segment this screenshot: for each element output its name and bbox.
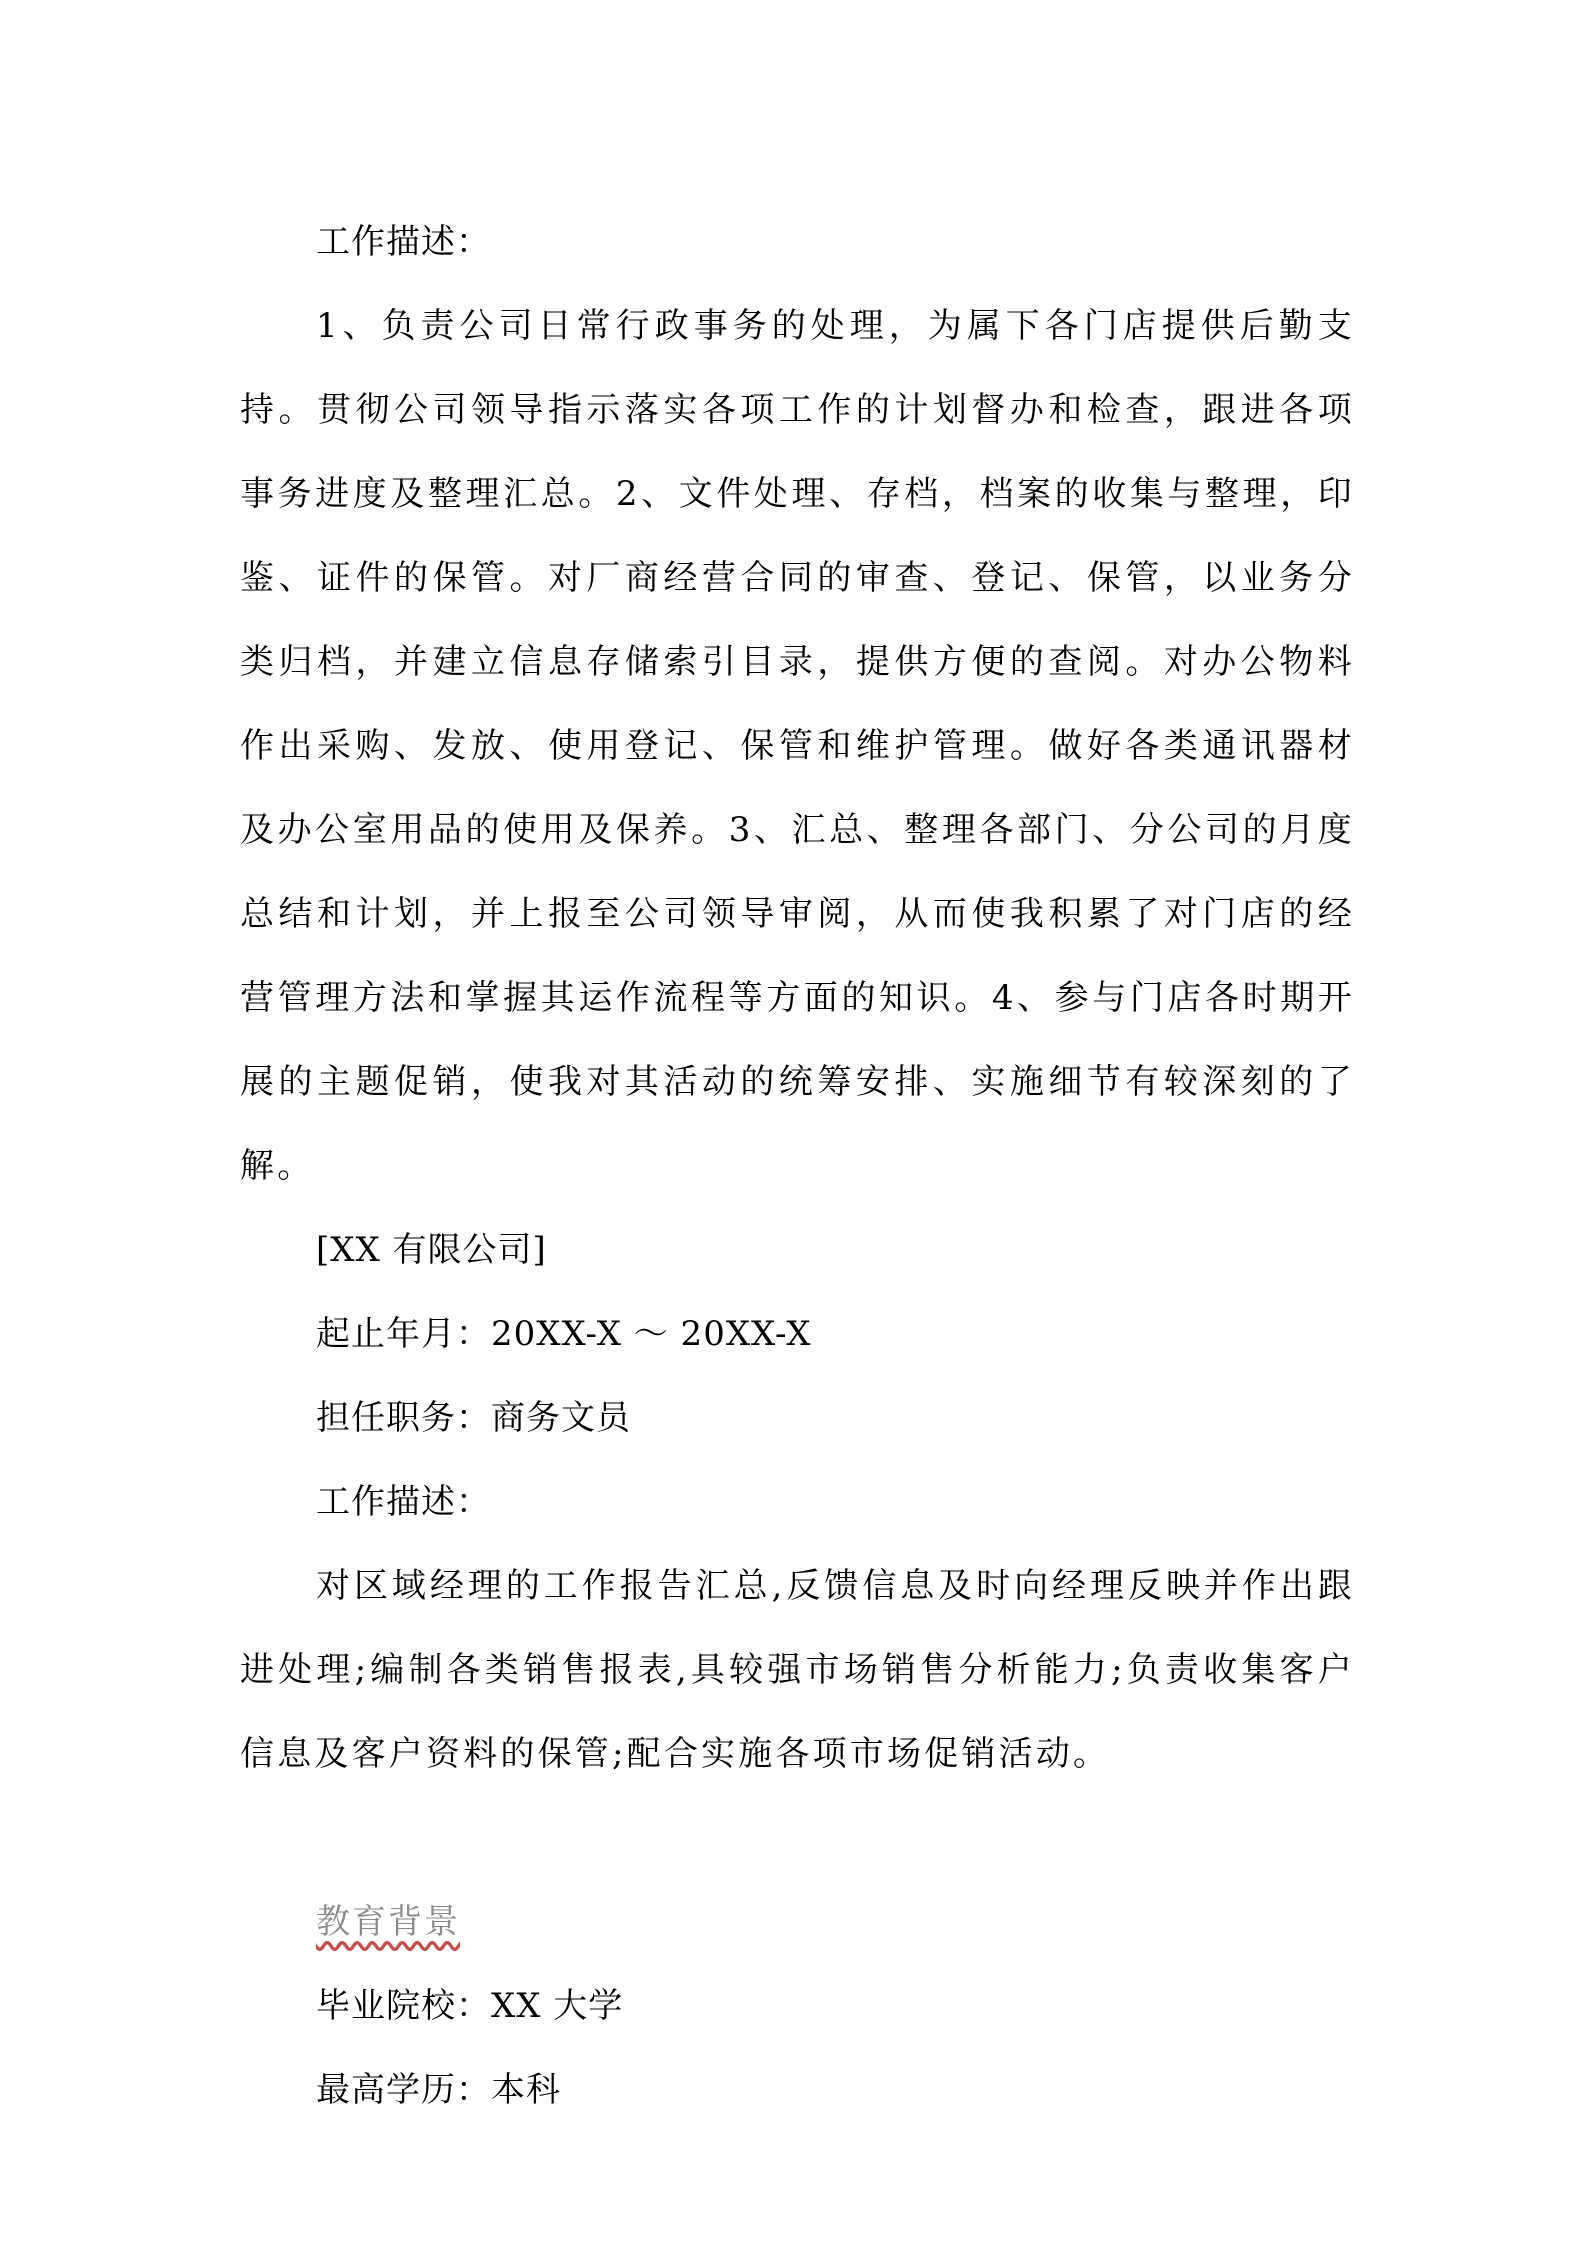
job2-period: 起止年月：20XX-X ～ 20XX-X: [316, 1314, 812, 1354]
job2-position: 担任职务：商务文员: [316, 1398, 631, 1438]
job1-desc-text: 1、负责公司日常行政事务的处理，为属下各门店提供后勤支持。贯彻公司领导指示落实各项工作的计划督办和检查，跟进各项事务进度及整理汇总。2、文件处理、存档，档案的收集与整理，印鉴、证件的保管。对厂商经营合同的审查、登记、保管，以业务分类归档，并建立信息存储索引目录，提供方便的查阅。对办公物料作出采购、发放、使用登记、保管和维护管理。做好各类通讯器材及办公室用品的使用及保养。3、汇总、整理各部门、分公司的月度总结和计划，并上报至公司领导审阅，从而使我积累了对门店的经营管理方法和掌握其运作流程等方面的知识。4、参与门店各时期开展的主题促销，使我对其活动的统筹安排、实施细节有较深刻的了解。: [240, 306, 1355, 1186]
education-degree: 最高学历：本科: [316, 2070, 561, 2110]
job2-desc-text: 对区域经理的工作报告汇总,反馈信息及时向经理反映并作出跟进处理;编制各类销售报表,具较强市场销售分析能力;负责收集客户信息及客户资料的保管;配合实施各项市场促销活动。: [240, 1566, 1355, 1774]
job2-desc-label: 工作描述：: [316, 1482, 491, 1522]
section-spacer: [240, 1796, 1355, 1880]
education-heading: 教育背景: [316, 1902, 460, 1942]
job1-desc-label: 工作描述：: [316, 222, 491, 262]
document-body: [240, 200, 1355, 2132]
job2-company: [XX 有限公司]: [316, 1230, 547, 1270]
education-school: 毕业院校：XX 大学: [316, 1986, 624, 2026]
